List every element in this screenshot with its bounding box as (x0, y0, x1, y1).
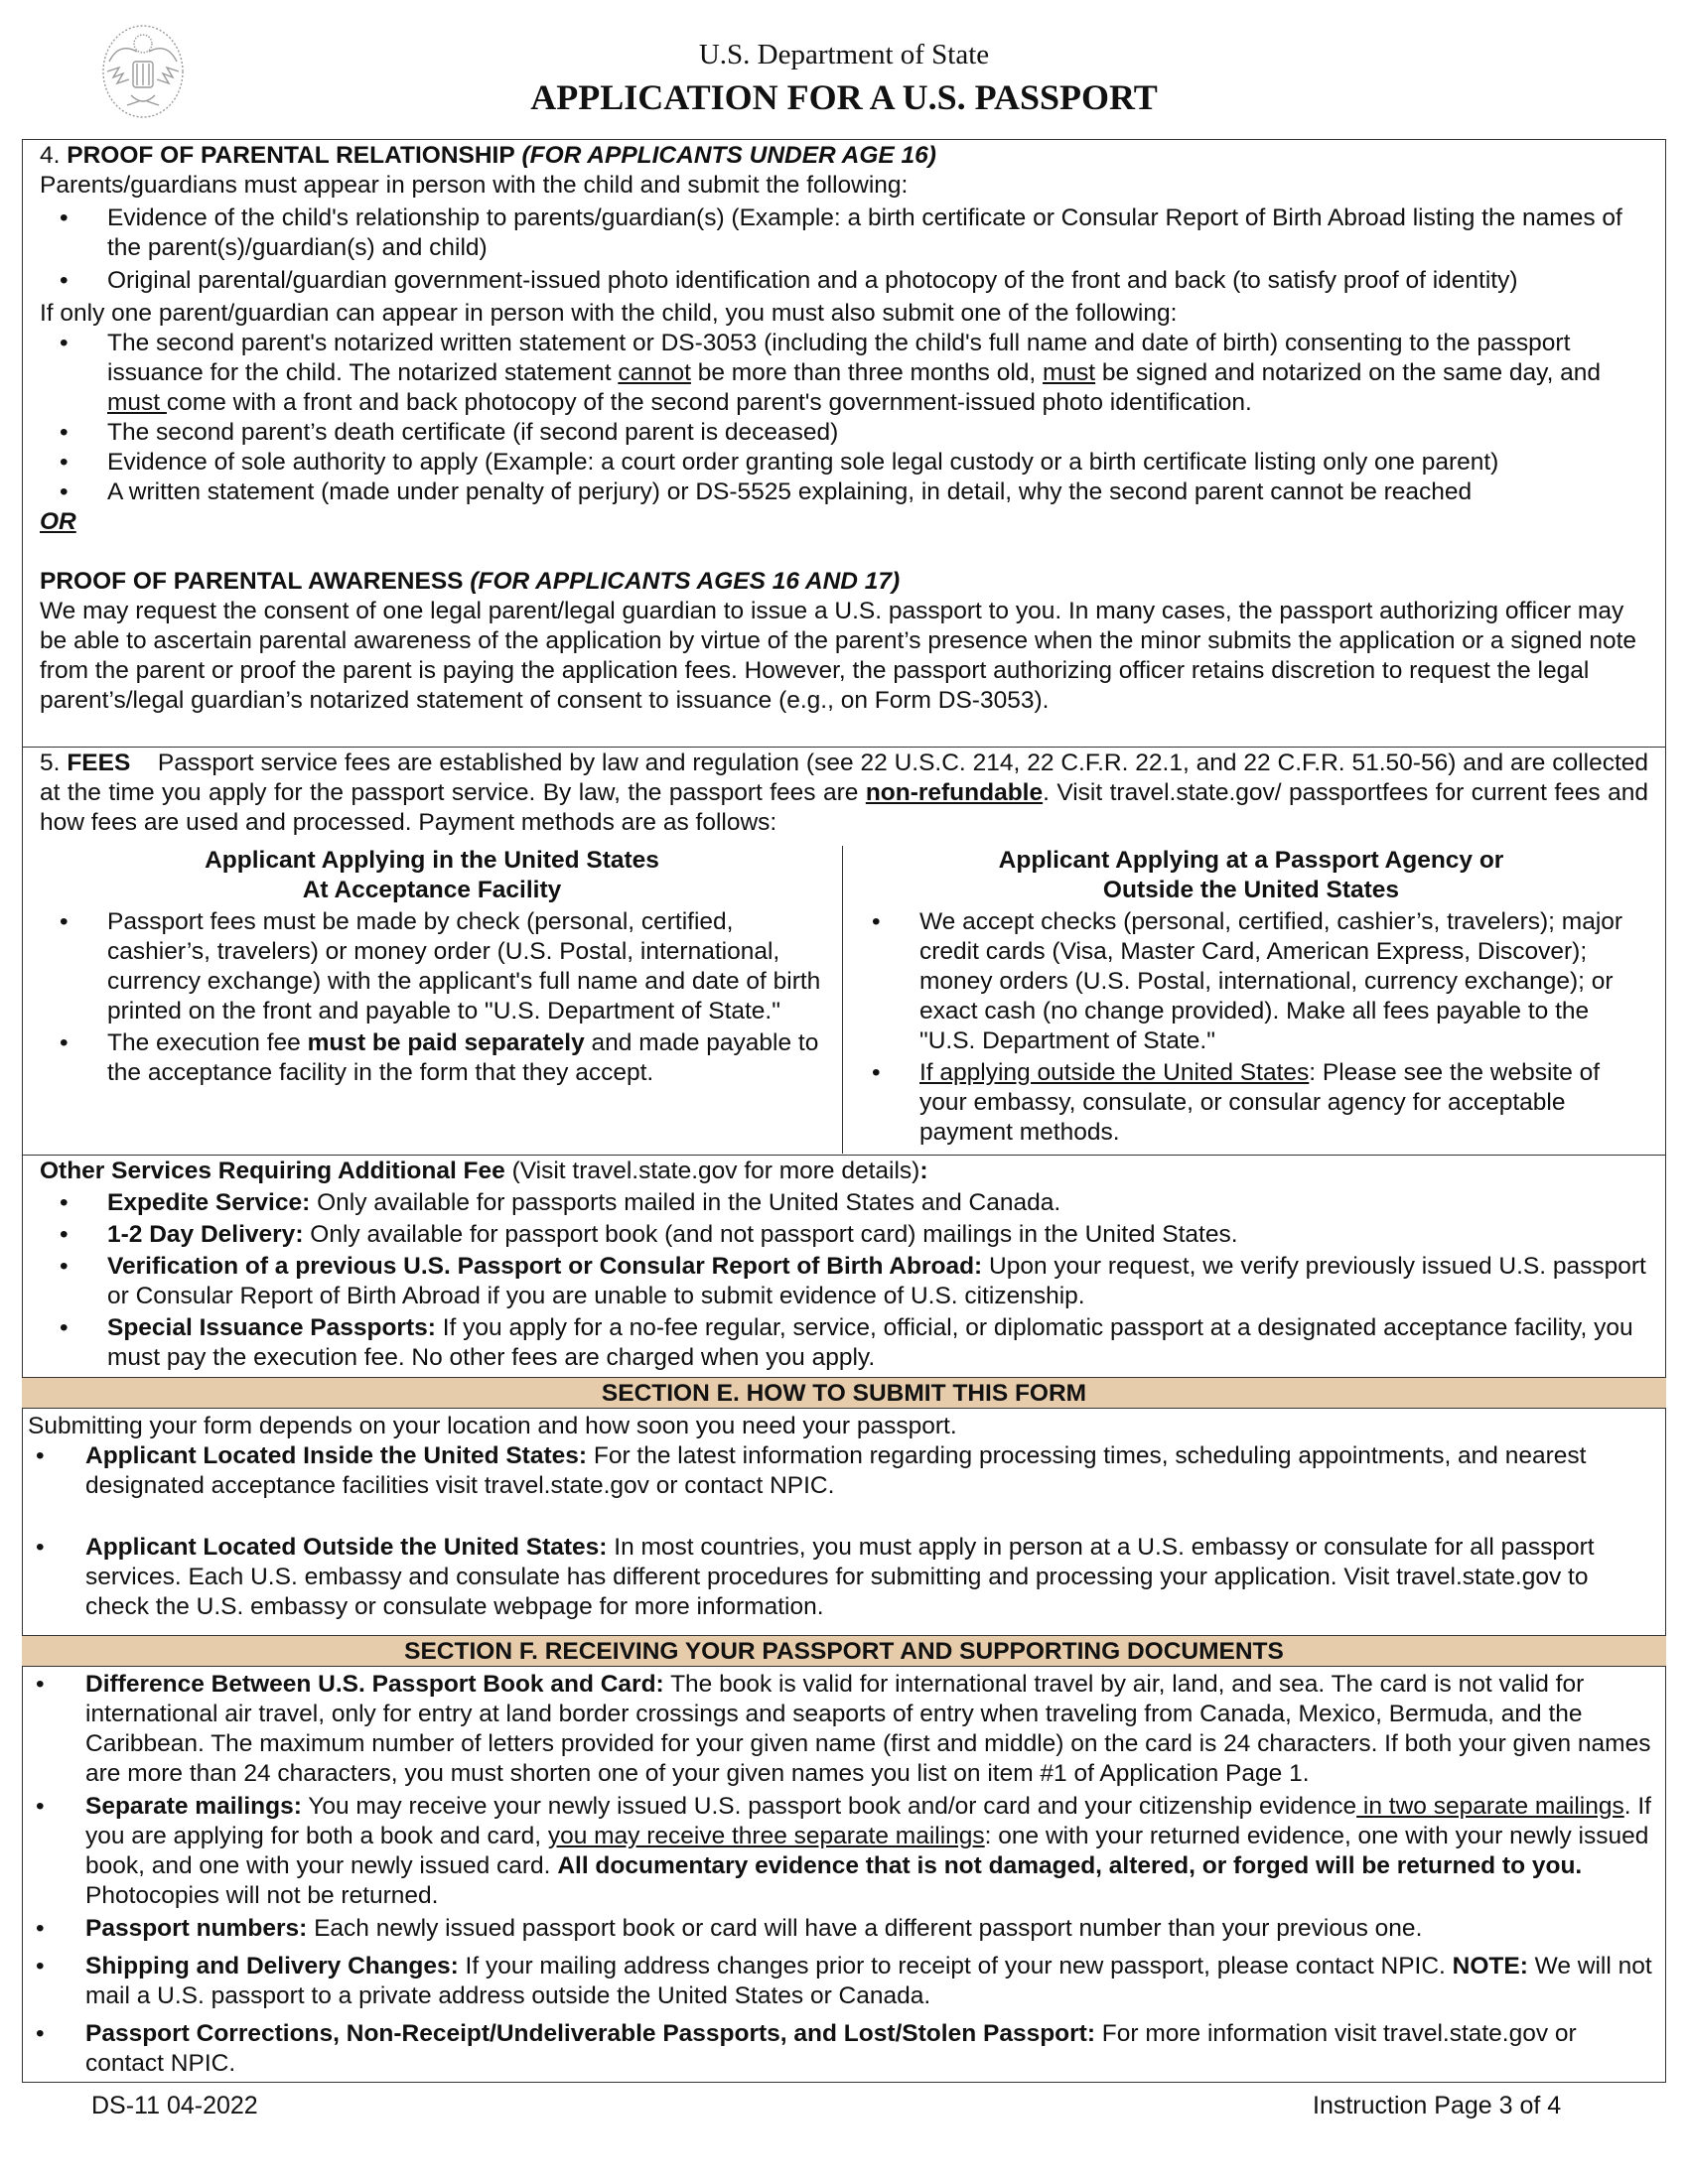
awareness-heading: PROOF OF PARENTAL AWARENESS (FOR APPLICANTS AGES 16 AND 17) (40, 568, 901, 595)
list-item: • Passport Corrections, Non-Receipt/Undeliverable Passports, and Lost/Stolen Passport: For more information visit travel.state.gov or contact NPIC. (36, 2020, 1577, 2077)
section-f-title: SECTION F. RECEIVING YOUR PASSPORT AND SUPPORTING DOCUMENTS (22, 1635, 1666, 1667)
section-f-body (22, 1670, 1666, 2079)
bullet-icon: • (60, 1221, 69, 1248)
bullet-icon: • (60, 205, 69, 231)
list-item: • We accept checks (personal, certified, cashier’s, travelers); major credit cards (Visa, Master Card, American Express, Discover); money orders (U.S. Postal, international, currency exchange); or exact cash (no change provided). Make all fees payable to the "U.S. Department of State." (872, 908, 1623, 1054)
list-item: • Original parental/guardian government-issued photo identification and a photocopy of the front and back (to satisfy proof of identity) (60, 267, 1518, 294)
bullet-icon: • (60, 1189, 69, 1216)
list-item: • The execution fee must be paid separately and made payable to the acceptance facility in the form that they accept. (60, 1029, 819, 1086)
list-item: • Passport numbers: Each newly issued passport book or card will have a different passport number than your previous one. (36, 1915, 1423, 1942)
list-item: • Separate mailings: You may receive your newly issued U.S. passport book and/or card and your citizenship evidence in two separate mailings. If you are applying for both a book and card, you may receive three separate mailings: one with your returned evidence, one with your newly issued book, and one with your newly issued card. All documentary evidence that is not damaged, altered, or forged will be returned to you. Photocopies will not be returned. (36, 1793, 1651, 1909)
bullet-icon: • (36, 2020, 45, 2047)
list-item: • Difference Between U.S. Passport Book and Card: The book is valid for international travel by air, land, and sea. The card is not valid for international air travel, only for entry at land border crossings and seaports of entry when traveling from Canada, Mexico, Bermuda, and the Caribbean. The maximum number of letters provided for your given name (first and middle) on the card is 24 characters. If both your given names are more than 24 characters, you must shorten one of your given names you list on item #1 of Application Page 1. (36, 1671, 1651, 1787)
bullet-icon: • (60, 267, 69, 294)
other-services-heading: Other Services Requiring Additional Fee (Visit travel.state.gov for more details): (40, 1158, 928, 1184)
bullet-icon: • (36, 1953, 45, 1979)
list-item: • The second parent’s death certificate (if second parent is deceased) (60, 419, 839, 446)
divider (22, 1155, 1666, 1156)
bullet-icon: • (872, 908, 881, 935)
list-item: • Applicant Located Inside the United States: For the latest information regarding processing times, scheduling appointments, and nearest designated acceptance facilities visit travel.state.gov or contact NPIC. (36, 1442, 1587, 1499)
bullet-icon: • (60, 419, 69, 446)
page-number: Instruction Page 3 of 4 (1313, 2092, 1562, 2119)
form-title: APPLICATION FOR A U.S. PASSPORT (530, 77, 1158, 117)
section-4-intro: Parents/guardians must appear in person with the child and submit the following: (40, 172, 909, 199)
list-item: • Expedite Service: Only available for passports mailed in the United States and Canada. (60, 1189, 1061, 1216)
bullet-icon: • (36, 1442, 45, 1469)
bullet-icon: • (36, 1534, 45, 1561)
section-4-title: PROOF OF PARENTAL RELATIONSHIP (67, 142, 515, 169)
other-services (22, 1157, 1666, 1373)
list-item: • Evidence of the child's relationship to parents/guardian(s) (Example: a birth certificate or Consular Report of Birth Abroad listing the names of the parent(s)/guardian(s) and child) (60, 205, 1622, 261)
bullet-icon: • (36, 1915, 45, 1942)
section-e-body (22, 1412, 1666, 1622)
department-name: U.S. Department of State (698, 39, 990, 70)
fees-right-column: Applicant Applying at a Passport Agency or Outside the United States • We accept checks (personal, certified, cashier’s, travelers); major credit cards (Visa, Master Card, American Express, Discover); money orders (U.S. Postal, international, currency exchange); or exact cash (no change provided). Make all fees payable to the "U.S. Department of State." • If applying outside the United States: Please see the website of your embassy, consulate, or consular agency for acceptable payment methods. (844, 846, 1666, 1148)
bullet-icon: • (60, 908, 69, 935)
divider (22, 747, 1666, 748)
awareness-text: We may request the consent of one legal parent/legal guardian to issue a U.S. passport to you. In many cases, the passport authorizing officer may be able to ascertain parental awareness of the application by virtue of the parent’s presence when the minor submits the application or a signed note from the parent or proof the parent is paying the application fees. However, the passport authorizing officer retains discretion to request the legal parent’s/legal guardian’s notarized statement of consent to issuance (e.g., on Form DS-3053). (40, 598, 1637, 714)
bullet-icon: • (60, 1029, 69, 1056)
section-4-title-note: (FOR APPLICANTS UNDER AGE 16) (521, 142, 936, 169)
form-id: DS-11 04-2022 (91, 2092, 258, 2119)
section-4-number: 4. (40, 142, 61, 169)
section-4-heading (40, 141, 1648, 171)
non-refundable-text: non-refundable (865, 779, 1044, 806)
list-item: • Applicant Located Outside the United States: In most countries, you must apply in person at a U.S. embassy or consulate for all passport services. Each U.S. embassy and consulate has different procedures for submitting and processing your application. Visit travel.state.gov to check the U.S. embassy or consulate webpage for more information. (36, 1534, 1595, 1620)
section-4-intro-2: If only one parent/guardian can appear in person with the child, you must also submit one of the following: (40, 300, 1178, 327)
fees-intro: 5. FEES Passport service fees are established by law and regulation (see 22 U.S.C. 214, 22 C.F.R. 22.1, and 22 C.F.R. 51.50-56) and are collected at the time you apply for the passport service. By law, the passport fees are non-refundable. Visit travel.state.gov/ passportfees for current fees and how fees are used and processed. Payment methods are as follows: (40, 750, 1648, 836)
column-divider (842, 846, 843, 1154)
bullet-icon: • (60, 1253, 69, 1280)
list-item: • Special Issuance Passports: If you apply for a no-fee regular, service, official, or diplomatic passport at a designated acceptance facility, you must pay the execution fee. No other fees are charged when you apply. (60, 1314, 1633, 1371)
bullet-icon: • (60, 478, 69, 505)
or-separator: OR (40, 508, 76, 535)
bullet-icon: • (36, 1671, 45, 1698)
list-item: • If applying outside the United States: Please see the website of your embassy, consulate, or consular agency for acceptable payment methods. (872, 1059, 1601, 1146)
bullet-icon: • (60, 449, 69, 476)
list-item: • Shipping and Delivery Changes: If your mailing address changes prior to receipt of your new passport, please contact NPIC. NOTE: We will not mail a U.S. passport to a private address outside the United States or Canada. (36, 1953, 1652, 2009)
section-4-parental-relationship (22, 141, 1666, 716)
fees-left-column: Applicant Applying in the United States At Acceptance Facility • Passport fees must be made by check (personal, certified, cashier’s, travelers) or money order (U.S. Postal, international, currency exchange) with the applicant's full name and date of birth printed on the front and payable to "U.S. Department of State." • The execution fee must be paid separately and made payable to the acceptance facility in the form that they accept. (22, 846, 842, 1088)
section-e-intro: Submitting your form depends on your location and how soon you need your passport. (28, 1413, 957, 1439)
list-item: • The second parent's notarized written statement or DS-3053 (including the child's full name and date of birth) consenting to the passport issuance for the child. The notarized statement cannot be more than three months old, must be signed and notarized on the same day, and must come with a front and back photocopy of the second parent's government-issued photo identification. (60, 330, 1602, 416)
bullet-icon: • (36, 1793, 45, 1820)
list-item: • Passport fees must be made by check (personal, certified, cashier’s, travelers) or money order (U.S. Postal, international, currency exchange) with the applicant's full name and date of birth printed on the front and payable to "U.S. Department of State." (60, 908, 821, 1024)
list-item: • A written statement (made under penalty of perjury) or DS-5525 explaining, in detail, why the second parent cannot be reached (60, 478, 1473, 505)
fees-payment-columns (22, 846, 1666, 1154)
list-item: • Verification of a previous U.S. Passport or Consular Report of Birth Abroad: Upon your request, we verify previously issued U.S. passport or Consular Report of Birth Abroad if you are unable to submit evidence of U.S. citizenship. (60, 1253, 1646, 1309)
bullet-icon: • (60, 330, 69, 356)
section-5-fees (22, 749, 1666, 838)
list-item: • 1-2 Day Delivery: Only available for passport book (and not passport card) mailings in the United States. (60, 1221, 1238, 1248)
bullet-icon: • (60, 1314, 69, 1341)
section-e-title: SECTION E. HOW TO SUBMIT THIS FORM (22, 1377, 1666, 1409)
list-item: • Evidence of sole authority to apply (Example: a court order granting sole legal custody or a birth certificate listing only one parent) (60, 449, 1499, 476)
bullet-icon: • (872, 1059, 881, 1086)
